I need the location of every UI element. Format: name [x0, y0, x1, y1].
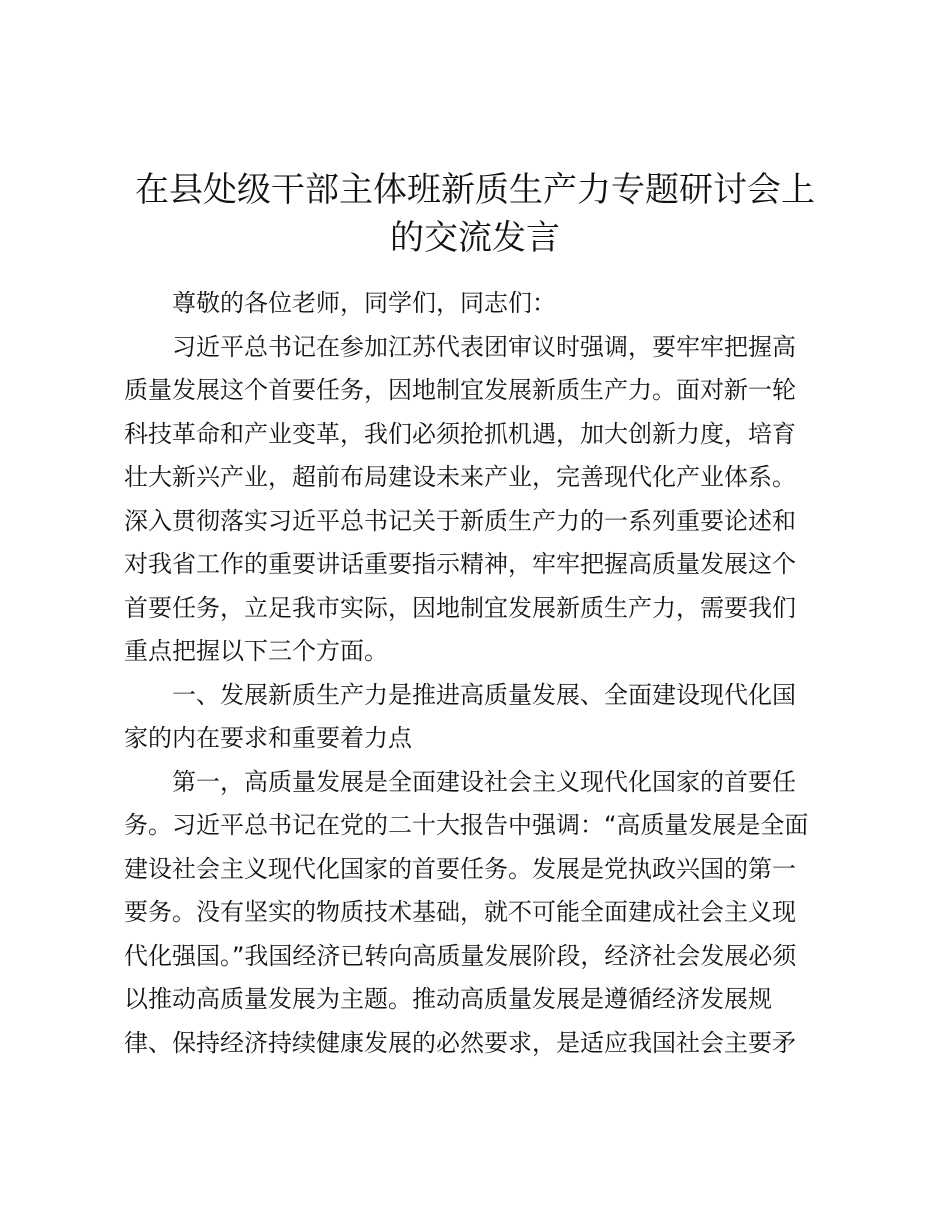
paragraph-line: 第一，高质量发展是全面建设社会主义现代化国家的首要任 — [172, 767, 796, 796]
section-heading-line: 家的内在要求和重要着力点 — [124, 724, 412, 752]
paragraph-line: 壮大新兴产业，超前布局建设未来产业，完善现代化产业体系。 — [124, 463, 796, 491]
paragraph-line: 代化强国。”我国经济已转向高质量发展阶段，经济社会发展必须 — [124, 941, 797, 970]
paragraph-line: 律、保持经济持续健康发展的必然要求，是适应我国社会主要矛 — [124, 1028, 796, 1057]
paragraph-line: 深入贯彻落实习近平总书记关于新质生产力的一系列重要论述和 — [124, 506, 796, 535]
document-body — [124, 282, 834, 1065]
paragraph-line: 重点把握以下三个方面。 — [124, 637, 388, 665]
paragraph-line: 要务。没有坚实的物质技术基础，就不可能全面建成社会主义现 — [124, 898, 796, 926]
paragraph-line: 质量发展这个首要任务，因地制宜发展新质生产力。面对新一轮 — [124, 376, 796, 404]
paragraph-line: 对我省工作的重要讲话重要指示精神，牢牢把握高质量发展这个 — [124, 550, 796, 578]
section-heading-line: 一、发展新质生产力是推进高质量发展、全面建设现代化国 — [172, 680, 796, 709]
title-line-2: 的交流发言 — [390, 218, 560, 258]
paragraph-line: 建设社会主义现代化国家的首要任务。发展是党执政兴国的第一 — [124, 854, 796, 883]
paragraph-line: 首要任务，立足我市实际，因地制宜发展新质生产力，需要我们 — [124, 593, 796, 622]
paragraph-line: 科技革命和产业变革，我们必须抢抓机遇，加大创新力度，培育 — [124, 419, 796, 448]
document-title — [120, 166, 830, 262]
paragraph-line: 习近平总书记在参加江苏代表团审议时强调，要牢牢把握高 — [172, 332, 796, 361]
title-line-1: 在县处级干部主体班新质生产力专题研讨会上 — [135, 170, 815, 210]
salutation-line: 尊敬的各位老师，同学们，同志们： — [172, 289, 556, 317]
paragraph-line: 务。习近平总书记在党的二十大报告中强调：“高质量发展是全面 — [124, 811, 809, 839]
paragraph-line: 以推动高质量发展为主题。推动高质量发展是遵循经济发展规 — [124, 985, 772, 1013]
